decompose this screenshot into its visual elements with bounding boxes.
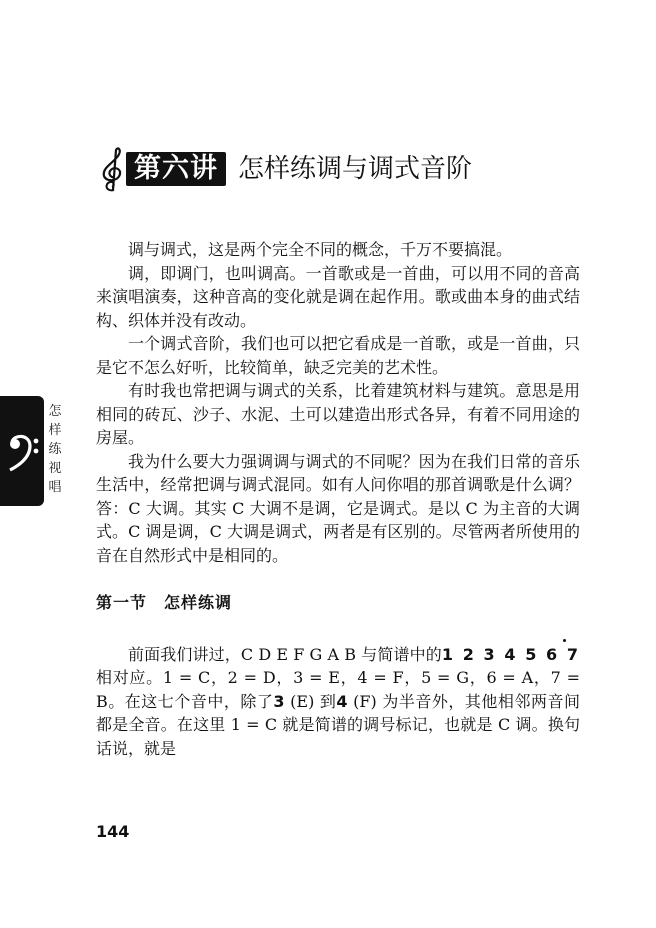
page-number: 144 [96, 822, 130, 841]
side-tab-char: 视 [48, 461, 62, 476]
body-text [96, 238, 580, 760]
jianpu-notes [442, 645, 580, 664]
side-tab-block [0, 396, 44, 506]
paragraph: 有时我也常把调与调式的关系，比着建筑材料与建筑。意思是用相同的砖瓦、沙子、水泥、土可以建造出形式各异，有着不同用途的房屋。 [96, 381, 580, 447]
high-dot-mark [563, 639, 566, 642]
paragraph [96, 643, 580, 761]
side-tab-char: 练 [48, 442, 62, 457]
jianpu-notes-text: 1 2 3 4 5 6 7 [441, 644, 580, 664]
side-tab-char: 唱 [48, 480, 62, 495]
paragraph: 调与调式，这是两个完全不同的概念，千万不要搞混。 [128, 240, 513, 259]
chapter-label: 第六讲 [126, 152, 226, 186]
side-tab-label [48, 402, 62, 497]
jianpu-number: 4 [336, 691, 348, 711]
paragraph: 我为什么要大力强调调与调式的不同呢？因为在我们日常的音乐生活中，经常把调与调式混同。如有人问你唱的那首调歌是什么调？答：C 大调。其实 C 大调不是调，它是调式。是以 C 为主音的大调式。C 调是调，C 大调是调式，两者是有区别的。尽管两者所使用的音在自然形式中是相同的。 [96, 451, 580, 565]
side-tab [0, 396, 66, 506]
jianpu-number: 3 [273, 691, 285, 711]
paragraph: 一个调式音阶，我们也可以把它看成是一首歌，或是一首曲，只是它不怎么好听，比较简单，缺乏完美的艺术性。 [96, 334, 580, 377]
text-run: 相对应。1 = C，2 = D，3 = E，4 = F，5 = G，6 = A，7 = B。在这七个音中，除了 [96, 668, 580, 711]
chapter-title: 怎样练调与调式音阶 [238, 154, 473, 184]
text-run: (E) 到 [284, 691, 337, 711]
paragraph: 调，即调门，也叫调高。一首歌或是一首曲，可以用不同的音高来演唱演奏，这种音高的变化就是调在起作用。歌或曲本身的曲式结构、织体并没有改动。 [96, 263, 580, 330]
text-run: (F) 为半音外，其他相邻两音间都是全音。在这里 1 = C 就是简谱的调号标记，也就是 C 调。换句话说，就是 [96, 691, 580, 758]
text-run: 前面我们讲过，C D E F G A B 与简谱中的 [128, 644, 442, 664]
side-tab-char: 样 [48, 423, 62, 438]
side-tab-char: 怎 [48, 404, 62, 419]
section-title: 第一节 怎样练调 [96, 593, 233, 612]
chapter-heading [96, 146, 536, 194]
treble-clef-icon [96, 146, 130, 194]
bass-clef-icon [6, 432, 40, 472]
